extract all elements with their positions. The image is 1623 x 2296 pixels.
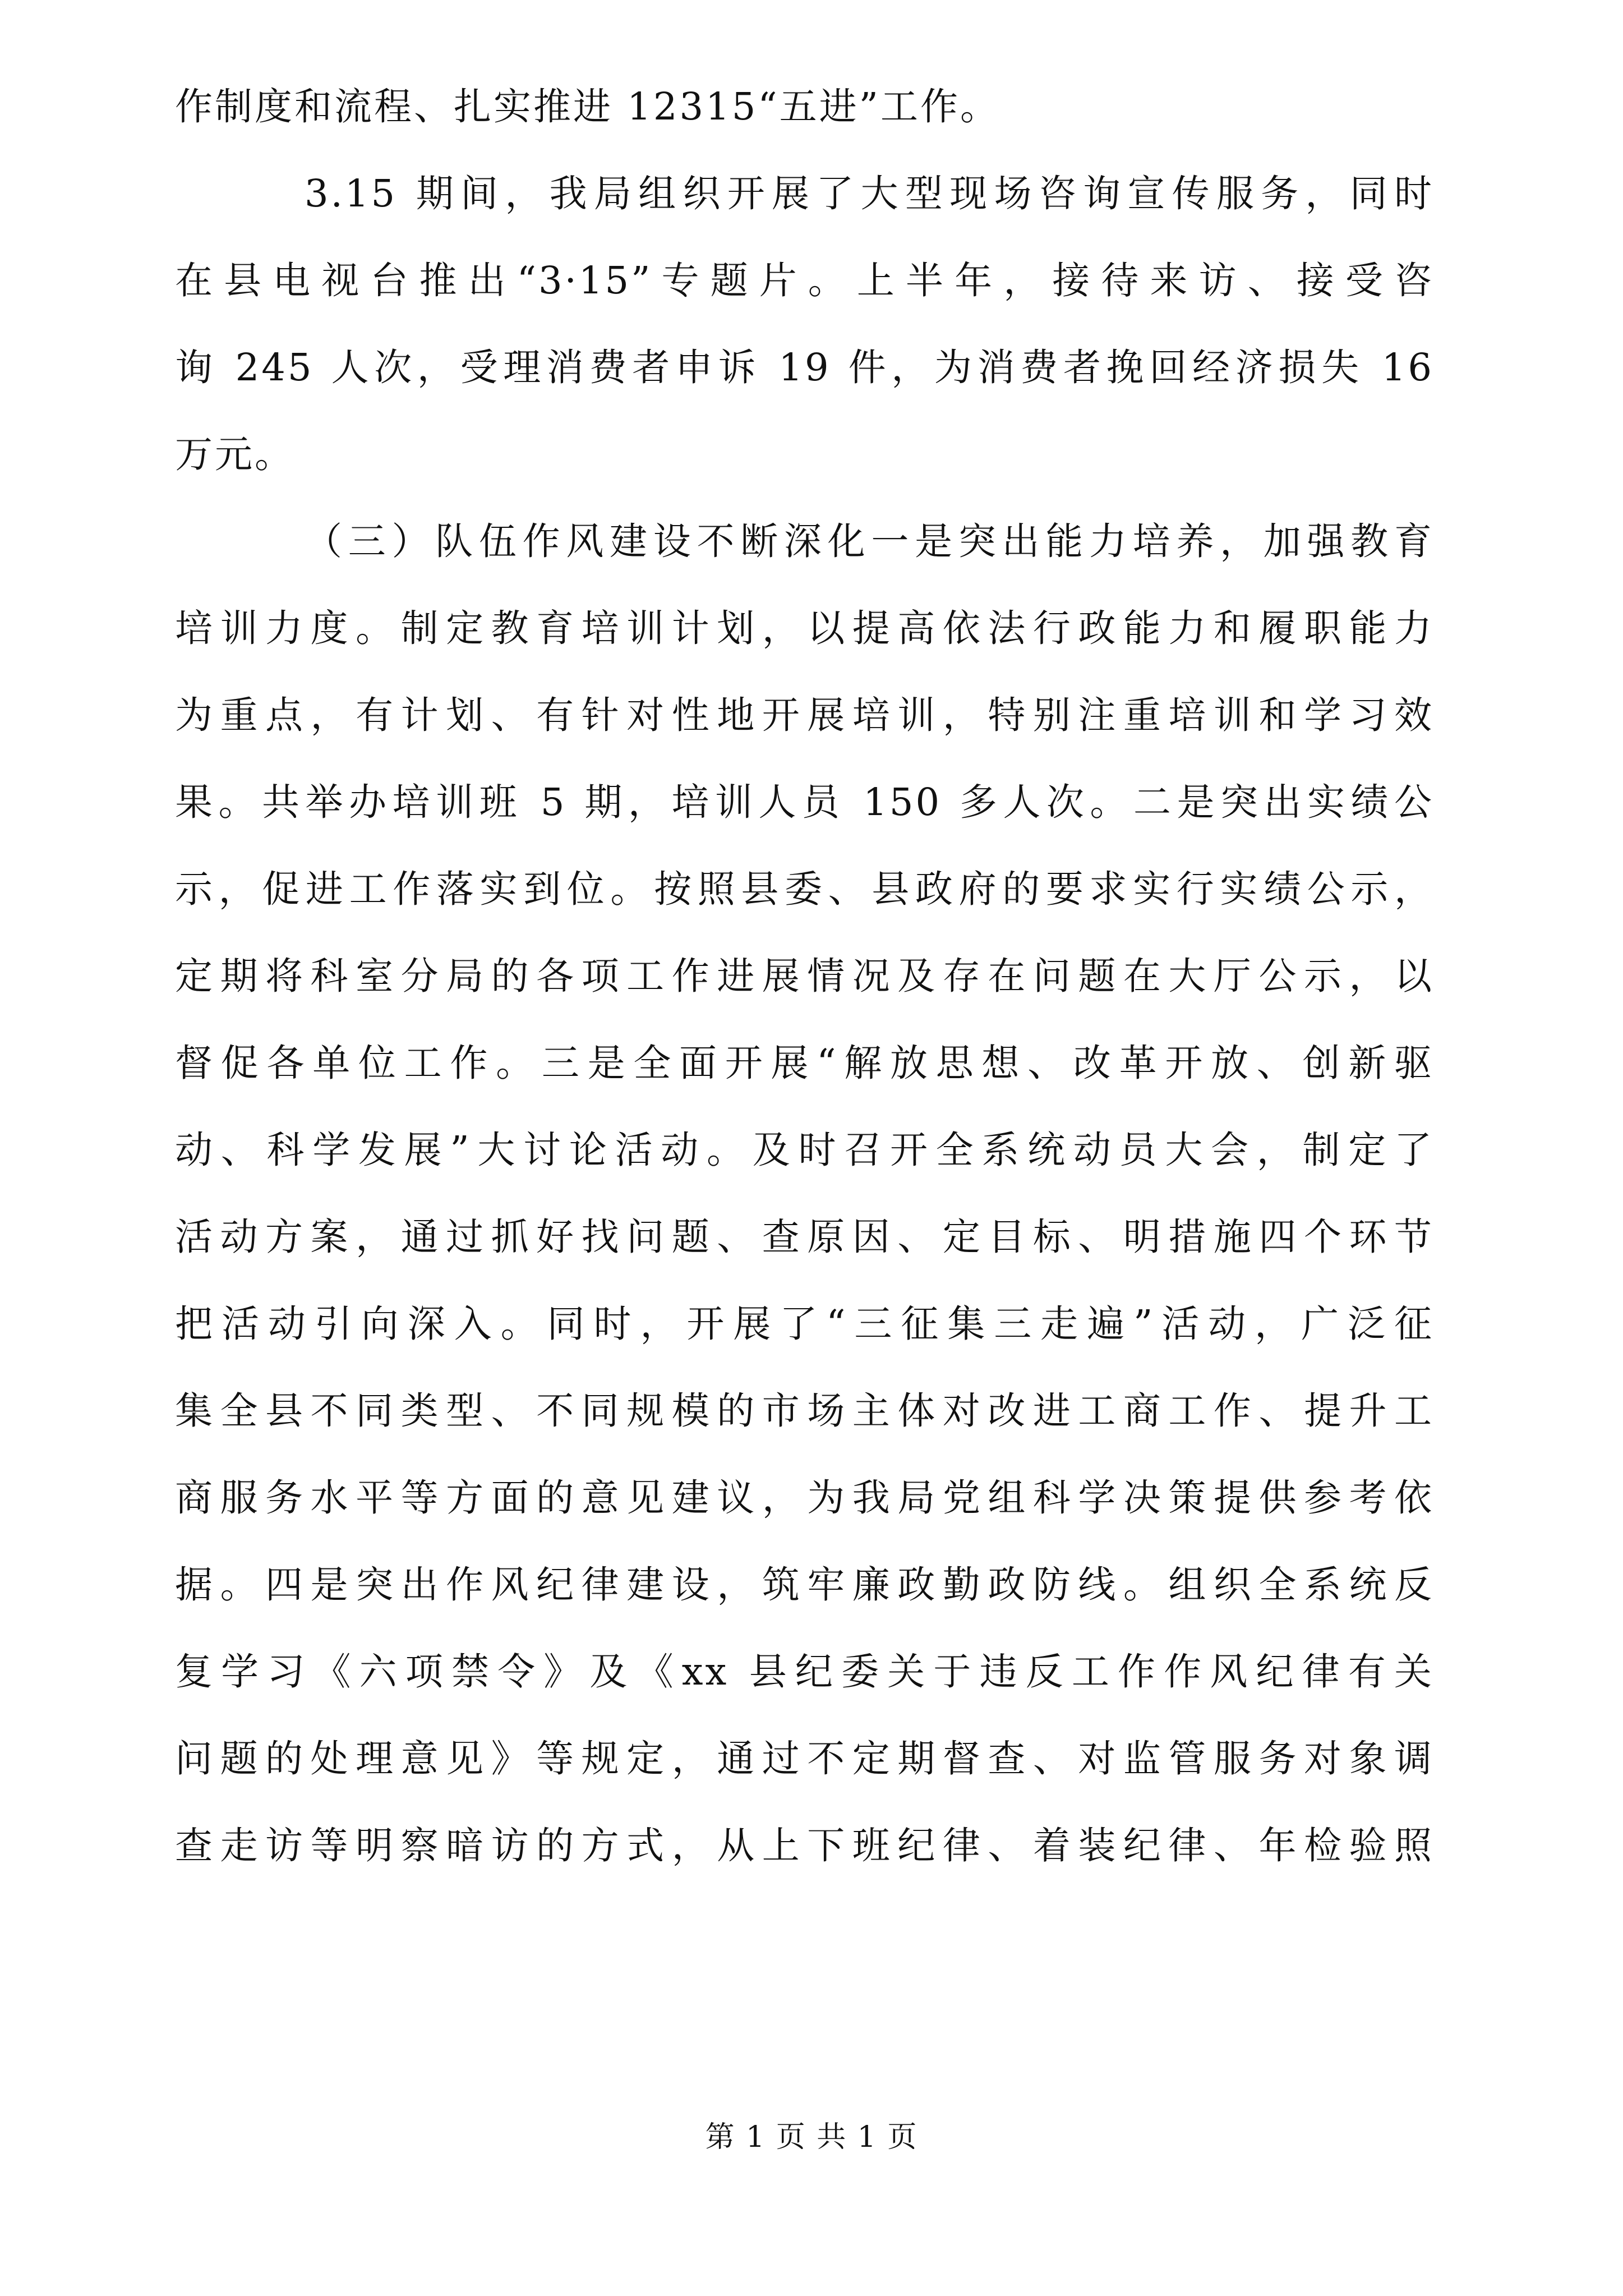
text-line: 问题的处理意见》等规定，通过不定期督查、对监管服务对象调 — [175, 1737, 1434, 1780]
text-line: 果。共举办培训班 5 期，培训人员 150 多人次。二是突出实绩公 — [175, 780, 1434, 824]
text-line: 动、科学发展”大讨论活动。及时召开全系统动员大会，制定了 — [175, 1128, 1434, 1172]
text-line: 复学习《六项禁令》及《xx 县纪委关于违反工作作风纪律有关 — [175, 1650, 1434, 1694]
text-line: 示，促进工作落实到位。按照县委、县政府的要求实行实绩公示， — [175, 867, 1434, 911]
text-line: 把活动引向深入。同时，开展了“三征集三走遍”活动，广泛征 — [175, 1302, 1434, 1346]
text-line: 作制度和流程、扎实推进 12315“五进”工作。 — [175, 85, 1000, 128]
text-line: 培训力度。制定教育培训计划，以提高依法行政能力和履职能力 — [175, 606, 1434, 650]
text-line: 为重点，有计划、有针对性地开展培训，特别注重培训和学习效 — [175, 693, 1434, 737]
page-footer: 第 1 页 共 1 页 — [705, 2120, 918, 2154]
text-line: 定期将科室分局的各项工作进展情况及存在问题在大厅公示，以 — [175, 954, 1434, 998]
text-line: 据。四是突出作风纪律建设，筑牢廉政勤政防线。组织全系统反 — [175, 1563, 1434, 1607]
text-line: 活动方案，通过抓好找问题、查原因、定目标、明措施四个环节 — [175, 1215, 1434, 1259]
text-line: 3.15 期间，我局组织开展了大型现场咨询宣传服务，同时 — [305, 172, 1434, 215]
text-line: 在县电视台推出“3·15”专题片。上半年，接待来访、接受咨 — [175, 259, 1434, 302]
text-line: 商服务水平等方面的意见建议，为我局党组科学决策提供参考依 — [175, 1476, 1434, 1520]
text-line: 督促各单位工作。三是全面开展“解放思想、改革开放、创新驱 — [175, 1041, 1434, 1085]
text-line: 询 245 人次，受理消费者申诉 19 件，为消费者挽回经济损失 16 — [175, 346, 1434, 389]
text-line: 查走访等明察暗访的方式，从上下班纪律、着装纪律、年检验照 — [175, 1824, 1434, 1867]
text-line: （三）队伍作风建设不断深化一是突出能力培养，加强教育 — [305, 519, 1434, 563]
text-line: 万元。 — [175, 432, 294, 476]
text-line: 集全县不同类型、不同规模的市场主体对改进工商工作、提升工 — [175, 1389, 1434, 1433]
